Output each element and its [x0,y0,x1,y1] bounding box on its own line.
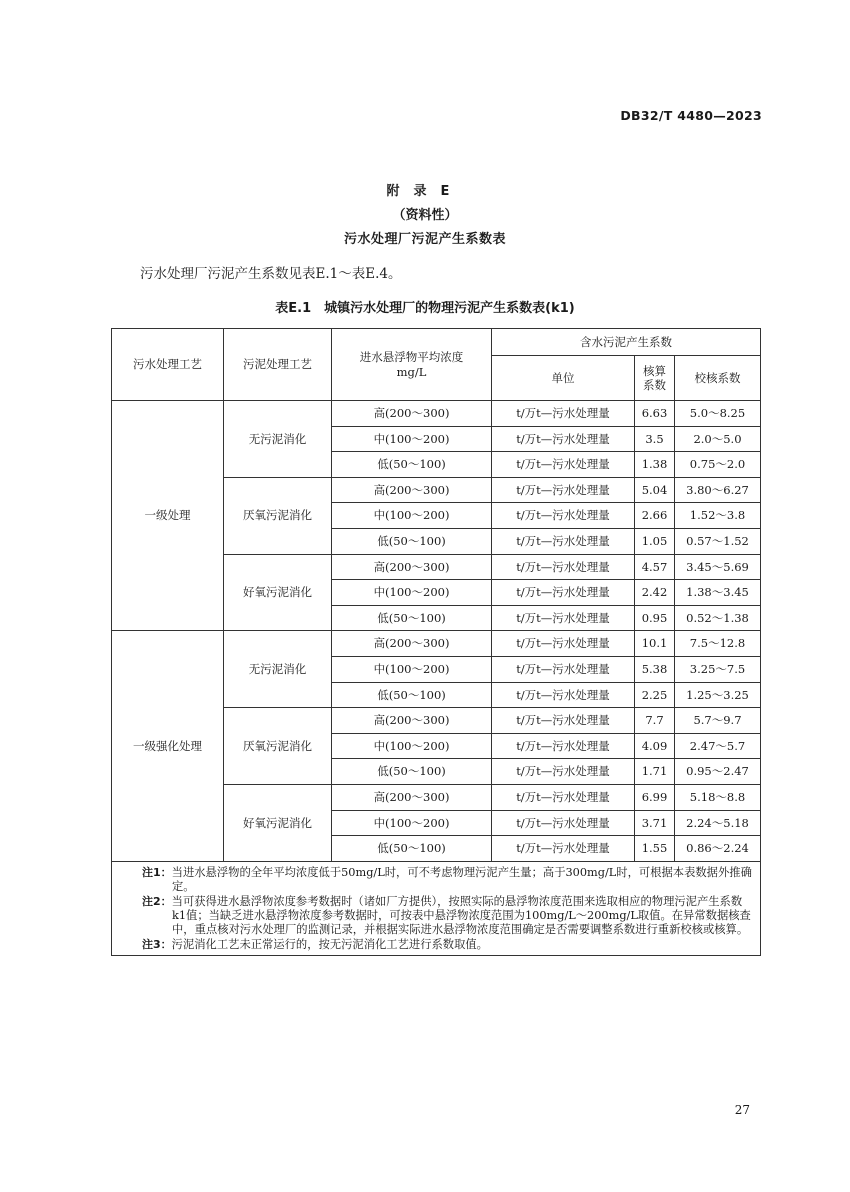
sludge-process-cell: 无污泥消化 [224,401,332,478]
check-coefficient-cell: 0.95～2.47 [675,759,761,785]
sludge-coefficient-table [111,328,761,956]
header-calc-line2: 系数 [643,378,666,392]
calc-coefficient-cell: 10.1 [635,631,675,657]
check-coefficient-cell: 5.7～9.7 [675,708,761,734]
unit-cell: t/万t—污水处理量 [492,708,635,734]
note-label: 注3： [142,938,172,952]
check-coefficient-cell: 7.5～12.8 [675,631,761,657]
check-coefficient-cell: 3.25～7.5 [675,656,761,682]
unit-cell: t/万t—污水处理量 [492,810,635,836]
sludge-process-cell: 厌氧污泥消化 [224,477,332,554]
concentration-cell: 中(100～200) [332,810,492,836]
notes-cell [112,861,761,956]
unit-cell: t/万t—污水处理量 [492,426,635,452]
unit-cell: t/万t—污水处理量 [492,733,635,759]
calc-coefficient-cell: 3.5 [635,426,675,452]
calc-coefficient-cell: 0.95 [635,605,675,631]
header-calc-line1: 核算 [643,363,666,378]
table-note [142,938,752,952]
unit-cell: t/万t—污水处理量 [492,503,635,529]
calc-coefficient-cell: 5.38 [635,656,675,682]
unit-cell: t/万t—污水处理量 [492,784,635,810]
unit-cell: t/万t—污水处理量 [492,477,635,503]
check-coefficient-cell: 1.52～3.8 [675,503,761,529]
header-ss-line2: mg/L [396,364,427,379]
calc-coefficient-cell: 3.71 [635,810,675,836]
note-label: 注1： [142,865,172,879]
calc-coefficient-cell: 1.38 [635,452,675,478]
header-unit: 单位 [492,356,635,401]
concentration-cell: 低(50～100) [332,682,492,708]
standard-id: DB32/T 4480—2023 [620,108,762,123]
header-group: 含水污泥产生系数 [492,329,761,356]
check-coefficient-cell: 0.57～1.52 [675,528,761,554]
concentration-cell: 中(100～200) [332,656,492,682]
calc-coefficient-cell: 2.25 [635,682,675,708]
check-coefficient-cell: 2.24～5.18 [675,810,761,836]
check-coefficient-cell: 5.0～8.25 [675,401,761,427]
concentration-cell: 低(50～100) [332,605,492,631]
unit-cell: t/万t—污水处理量 [492,580,635,606]
sludge-process-cell: 好氧污泥消化 [224,784,332,861]
concentration-cell: 高(200～300) [332,554,492,580]
table-caption: 表E.1 城镇污水处理厂的物理污泥产生系数表(k1) [275,301,575,316]
calc-coefficient-cell: 1.55 [635,836,675,862]
note-text: 当进水悬浮物的全年平均浓度低于50mg/L时，可不考虑物理污泥产生量；高于300mg/L时，可根据本表数据外推确定。 [171,865,752,893]
process-cell: 一级强化处理 [112,631,224,861]
concentration-cell: 高(200～300) [332,477,492,503]
note-label: 注2： [142,894,172,908]
calc-coefficient-cell: 1.71 [635,759,675,785]
appendix-subtitle: 污水处理厂污泥产生系数表 [343,232,506,247]
appendix-nature: （资料性） [392,208,458,223]
check-coefficient-cell: 2.47～5.7 [675,733,761,759]
unit-cell: t/万t—污水处理量 [492,759,635,785]
check-coefficient-cell: 2.0～5.0 [675,426,761,452]
calc-coefficient-cell: 2.66 [635,503,675,529]
table-notes [112,861,761,956]
unit-cell: t/万t—污水处理量 [492,656,635,682]
concentration-cell: 中(100～200) [332,503,492,529]
unit-cell: t/万t—污水处理量 [492,554,635,580]
table-row [112,631,761,657]
header-ss-line1: 进水悬浮物平均浓度 [359,350,464,365]
unit-cell: t/万t—污水处理量 [492,401,635,427]
intro-paragraph: 污水处理厂污泥产生系数见表E.1～表E.4。 [140,266,402,282]
table-note [142,866,752,894]
calc-coefficient-cell: 4.57 [635,554,675,580]
check-coefficient-cell: 1.25～3.25 [675,682,761,708]
check-coefficient-cell: 0.86～2.24 [675,836,761,862]
unit-cell: t/万t—污水处理量 [492,452,635,478]
header-check: 校核系数 [675,356,761,401]
calc-coefficient-cell: 7.7 [635,708,675,734]
appendix-title: 附录E [386,184,464,199]
concentration-cell: 低(50～100) [332,836,492,862]
concentration-cell: 低(50～100) [332,452,492,478]
table-note [142,895,752,937]
check-coefficient-cell: 1.38～3.45 [675,580,761,606]
check-coefficient-cell: 3.80～6.27 [675,477,761,503]
header-sludge-process: 污泥处理工艺 [224,329,332,401]
concentration-cell: 中(100～200) [332,580,492,606]
calc-coefficient-cell: 1.05 [635,528,675,554]
check-coefficient-cell: 0.52～1.38 [675,605,761,631]
calc-coefficient-cell: 6.99 [635,784,675,810]
sludge-process-cell: 厌氧污泥消化 [224,708,332,785]
unit-cell: t/万t—污水处理量 [492,631,635,657]
concentration-cell: 低(50～100) [332,528,492,554]
check-coefficient-cell: 5.18～8.8 [675,784,761,810]
page-number: 27 [734,1103,750,1117]
note-text: 污泥消化工艺未正常运行的，按无污泥消化工艺进行系数取值。 [171,938,488,952]
unit-cell: t/万t—污水处理量 [492,836,635,862]
concentration-cell: 高(200～300) [332,708,492,734]
concentration-cell: 高(200～300) [332,401,492,427]
calc-coefficient-cell: 4.09 [635,733,675,759]
calc-coefficient-cell: 6.63 [635,401,675,427]
unit-cell: t/万t—污水处理量 [492,605,635,631]
unit-cell: t/万t—污水处理量 [492,682,635,708]
header-ss-concentration [332,329,492,401]
sludge-process-cell: 好氧污泥消化 [224,554,332,631]
concentration-cell: 高(200～300) [332,631,492,657]
concentration-cell: 中(100～200) [332,733,492,759]
calc-coefficient-cell: 5.04 [635,477,675,503]
concentration-cell: 高(200～300) [332,784,492,810]
sludge-process-cell: 无污泥消化 [224,631,332,708]
concentration-cell: 低(50～100) [332,759,492,785]
table-row [112,401,761,427]
calc-coefficient-cell: 2.42 [635,580,675,606]
check-coefficient-cell: 3.45～5.69 [675,554,761,580]
note-text: 当可获得进水悬浮物浓度参考数据时（诸如厂方提供），按照实际的悬浮物浓度范围来选取相应的物理污泥产生系数k1值；当缺乏进水悬浮物浓度参考数据时，可按表中悬浮物浓度范围为100mg/L～200mg/L取值。在异常数据核查中，重点核对污水处理厂的监测记录，并根据实际进水悬浮物浓度范围确定是否需要调整系数进行重新校核或核算。 [171,894,751,937]
process-cell: 一级处理 [112,401,224,631]
header-process: 污水处理工艺 [112,329,224,401]
concentration-cell: 中(100～200) [332,426,492,452]
unit-cell: t/万t—污水处理量 [492,528,635,554]
check-coefficient-cell: 0.75～2.0 [675,452,761,478]
header-calc [635,356,675,401]
table-body [112,401,761,862]
